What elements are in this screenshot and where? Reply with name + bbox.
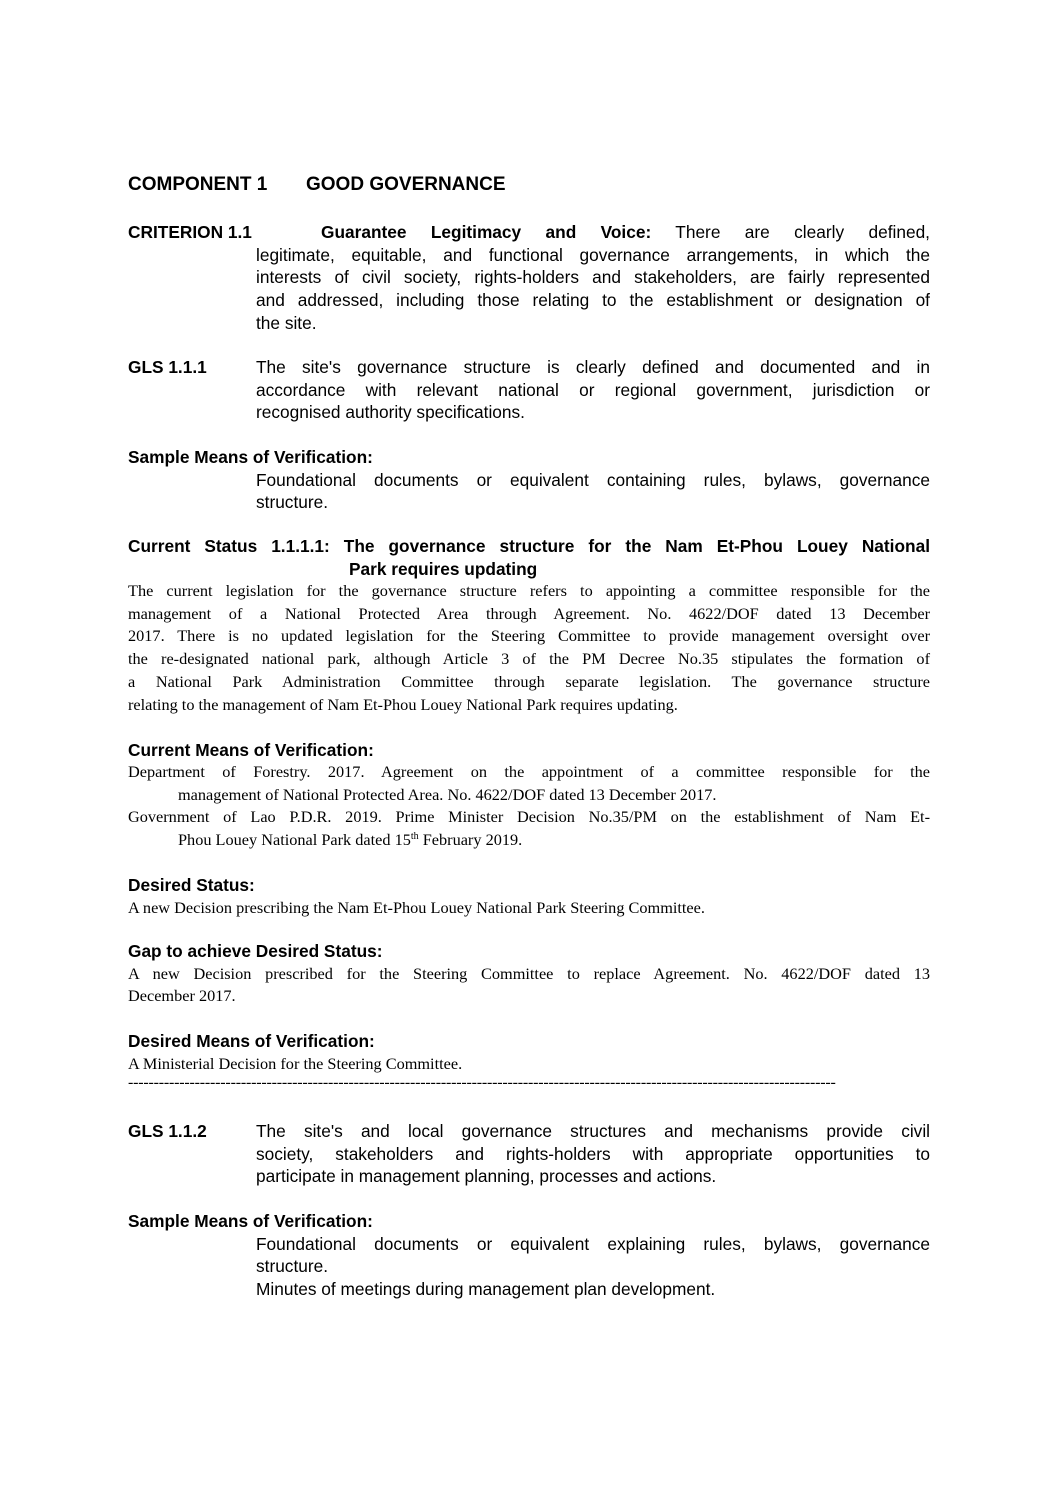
- text-line: the re-designated national park, although Article 3 of the PM Decree No.35 stipulates the formation of: [128, 649, 930, 669]
- text-line: society, stakeholders and rights-holders with appropriate opportunities to: [256, 1143, 930, 1164]
- text-line: management of a National Protected Area through Agreement. No. 4622/DOF dated 13 December: [128, 603, 930, 623]
- text-line: 2017. There is no updated legislation for the Steering Committee to provide management oversight over: [128, 626, 930, 646]
- reference-line: [128, 829, 930, 852]
- section-heading: Desired Means of Verification:: [128, 1031, 375, 1051]
- text-line: and addressed, including those relating to the establishment or designation of: [256, 290, 930, 311]
- superscript: th: [410, 831, 419, 843]
- section-heading: Desired Status:: [128, 875, 255, 895]
- reference-line: Department of Forestry. 2017. Agreement on the appointment of a committee responsible for the: [128, 762, 930, 781]
- text-line: Minutes of meetings during management plan development.: [256, 1279, 716, 1300]
- current-status-heading: [128, 535, 930, 580]
- text-line: December 2017.: [128, 986, 236, 1006]
- text-line: The site's and local governance structures and mechanisms provide civil: [256, 1121, 930, 1141]
- heading-line: Park requires updating: [349, 558, 538, 579]
- component-number: COMPONENT 1: [128, 174, 268, 195]
- dashed-divider: ------------------------------------------------------------------------------------------------------------------------------------------: [128, 1074, 836, 1091]
- text-line: Foundational documents or equivalent containing rules, bylaws, governance: [256, 469, 930, 490]
- text-line: A new Decision prescribed for the Steering Committee to replace Agreement. No. 4622/DOF dated 13: [128, 963, 930, 983]
- text-line: relating to the management of Nam Et-Phou Louey National Park requires updating.: [128, 694, 678, 714]
- sample-mov-2: [128, 1210, 930, 1301]
- text-line: recognised authority specifications.: [256, 402, 525, 423]
- criterion-1-1: [128, 221, 930, 335]
- text-line: The site's governance structure is clearly defined and documented and in: [256, 357, 930, 377]
- desired-mov: [128, 1030, 930, 1075]
- text-line: structure.: [256, 1256, 329, 1277]
- text-line: Foundational documents or equivalent explaining rules, bylaws, governance: [256, 1233, 930, 1254]
- section-heading: Gap to achieve Desired Status:: [128, 941, 383, 961]
- text-line: interests of civil society, rights-holders and stakeholders, are fairly represented: [256, 267, 930, 288]
- section-heading: Current Means of Verification:: [128, 740, 374, 760]
- text-line: There are clearly defined,: [675, 222, 930, 242]
- current-mov: [128, 739, 930, 762]
- component-heading: [128, 174, 930, 196]
- current-mov-refs: [128, 761, 930, 852]
- text: February 2019.: [418, 830, 523, 850]
- sample-mov-1: [128, 446, 930, 514]
- current-status-body: [128, 580, 930, 716]
- reference-line: management of National Protected Area. No. 4622/DOF dated 13 December 2017.: [178, 784, 717, 804]
- text-line: A new Decision prescribing the Nam Et-Phou Louey National Park Steering Committee.: [128, 897, 705, 917]
- text-line: accordance with relevant national or regional government, jurisdiction or: [256, 379, 930, 400]
- text-line: A Ministerial Decision for the Steering Committee.: [128, 1053, 463, 1073]
- text-line: participate in management planning, processes and actions.: [256, 1166, 717, 1187]
- reference-line: Government of Lao P.D.R. 2019. Prime Minister Decision No.35/PM on the establishment of Nam Et-: [128, 807, 930, 827]
- heading-line: Current Status 1.1.1.1: The governance structure for the Nam Et-Phou Louey National: [128, 536, 930, 556]
- component-title: GOOD GOVERNANCE: [306, 174, 506, 195]
- gap-section: [128, 940, 930, 1008]
- desired-status: [128, 874, 930, 919]
- criterion-title: Guarantee Legitimacy and Voice:: [321, 222, 652, 242]
- criterion-label: CRITERION 1.1: [128, 222, 252, 242]
- text-line: the site.: [256, 312, 317, 333]
- text-line: a National Park Administration Committee through separate legislation. The governance structure: [128, 671, 930, 691]
- gls-1-1-2: [128, 1120, 930, 1188]
- text-line: The current legislation for the governance structure refers to appointing a committee responsible for the: [128, 581, 930, 600]
- text-line: structure.: [256, 492, 329, 513]
- gls-label: GLS 1.1.2: [128, 1121, 207, 1141]
- text: Phou Louey National Park dated 15: [178, 830, 411, 850]
- section-heading: Sample Means of Verification:: [128, 447, 373, 467]
- gls-label: GLS 1.1.1: [128, 357, 207, 377]
- section-heading: Sample Means of Verification:: [128, 1211, 373, 1231]
- gls-1-1-1: [128, 356, 930, 424]
- text-line: legitimate, equitable, and functional governance arrangements, in which the: [256, 244, 930, 265]
